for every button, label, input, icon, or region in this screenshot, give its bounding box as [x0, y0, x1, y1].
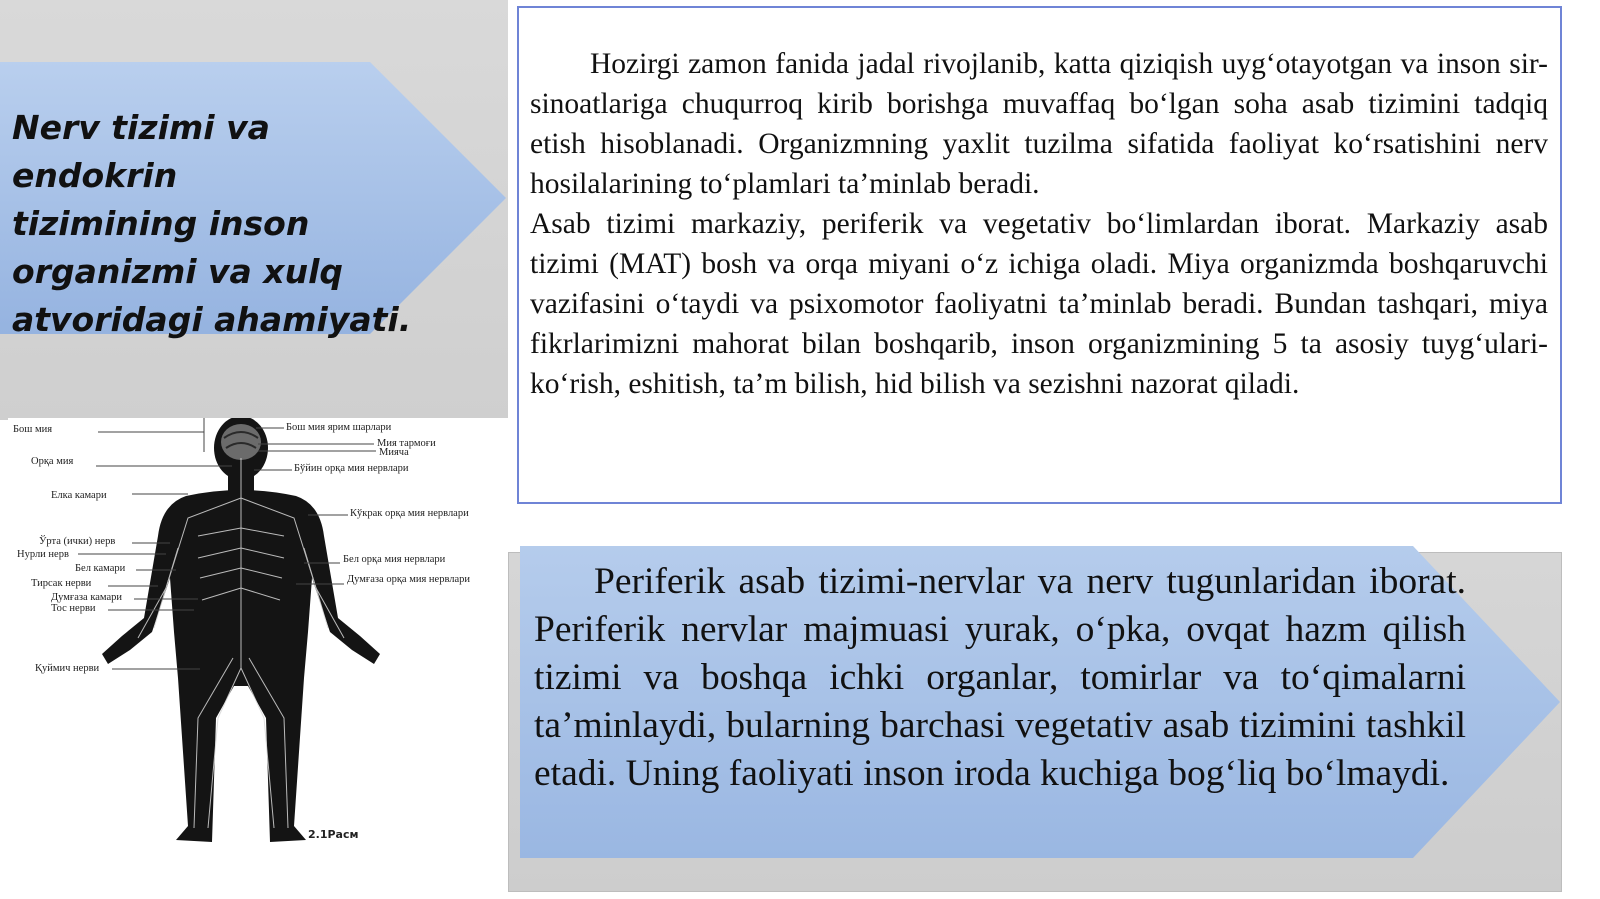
- label-nurli-nerv: Нурли нерв: [17, 549, 69, 560]
- label-dumgaza-orqa-miya-nervlari: Думғаза орқа мия нервлари: [347, 574, 471, 585]
- main-text-box: [517, 6, 1562, 504]
- title-line-4: atvoridagi ahamiyati.: [12, 300, 412, 339]
- slide-title: [12, 104, 412, 344]
- label-elka-kamari: Елка камари: [51, 490, 107, 501]
- label-miyacha: Миячa: [379, 447, 409, 458]
- label-boyin-orqa-miya-nervlari: Бўйин орқа мия нервлари: [294, 463, 409, 474]
- label-miya-tarmogi: Мия тармоғи: [377, 438, 436, 449]
- label-orqa-miya: Орқа мия: [31, 456, 74, 467]
- human-nervous-system-illustration: [8, 418, 508, 858]
- main-paragraph-1: Hozirgi zamon fanida jadal rivojlanib, katta qiziqish uyg‘otayotgan va inson sir-sinoatlariga chuqurroq kirib borishga muvaffaq bo‘lgan soha asab tizimini tadqiq etish hisoblanadi. Organizmning yaxlit tuzilma sifatida faoliyat ko‘rsatishini nerv hosilalarining to‘plamlari ta’minlab beradi.: [530, 48, 1548, 200]
- title-line-1: Nerv tizimi va endokrin: [12, 108, 270, 195]
- title-line-3: organizmi va xulq: [12, 252, 344, 291]
- bottom-paragraph: Periferik asab tizimi-nervlar va nerv tugunlaridan iborat. Periferik nervlar majmuasi yurak, o‘pka, ovqat hazm qilish tizimi va boshqa ichki organlar, tomirlar va to‘qimalarni ta’minlaydi, bularning barchasi vegetativ asab tizimini tashkil etadi. Uning faoliyati inson iroda kuchiga bog‘liq bo‘lmaydi.: [534, 561, 1466, 794]
- label-bosh-miya: Бош мия: [13, 424, 53, 435]
- label-orta-nerv: Ўрта (ички) нерв: [39, 536, 116, 547]
- main-paragraph-2: Asab tizimi markaziy, periferik va vegetativ bo‘limlardan iborat. Markaziy asab tizimi (MAT) bosh va orqa miyani o‘z ichiga oladi. Miya organizmda boshqaruvchi vazifasini o‘taydi va psixomotor faoliyatni ta’minlab beradi. Bundan tashqari, miya fikrlarimizni mahorat bilan boshqarib, inson organizmining 5 ta asosiy tuyg‘ulari-ko‘rish, eshitish, ta’m bilish, hid bilish va sezishni nazorat qiladi.: [530, 208, 1548, 400]
- title-line-2: tizimining inson: [12, 204, 310, 243]
- label-dumgaza-kamari: Думғаза камари: [51, 592, 123, 603]
- label-quymich-nervi: Қуймич нерви: [35, 663, 100, 674]
- label-tirsak-nervi: Тирсак нерви: [31, 578, 92, 589]
- figure-caption: 2.1Расм: [308, 828, 359, 841]
- label-bel-orqa-miya-nervlari: Бел орқа мия нервлари: [343, 554, 446, 565]
- nervous-system-figure: [8, 418, 508, 858]
- label-kokrak-orqa-miya-nervlari: Кўкрак орқа мия нервлари: [350, 508, 469, 519]
- label-tos-nervi: Тос нерви: [51, 603, 96, 614]
- label-bosh-miya-yarim-sharlari: Бош мия ярим шарлари: [286, 422, 392, 433]
- label-bel-kamari: Бел камари: [75, 563, 126, 574]
